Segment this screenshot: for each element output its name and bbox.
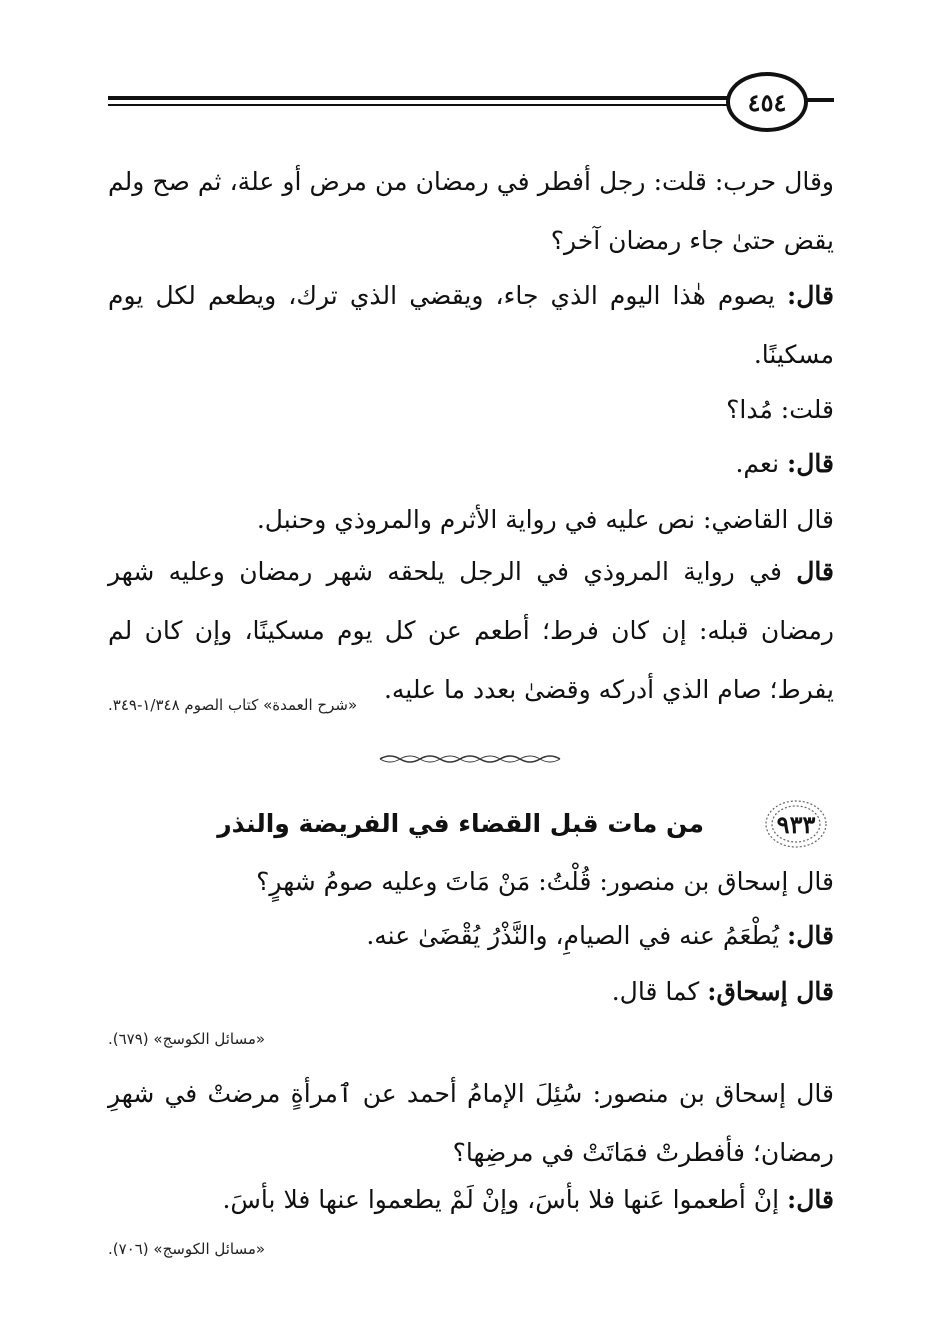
answer-label: قال إسحاق: bbox=[707, 977, 834, 1006]
answer-label: قال: bbox=[787, 921, 834, 950]
page-number: ٤٥٤ bbox=[726, 72, 808, 132]
header-rule bbox=[108, 96, 736, 112]
answer-text: في رواية المروذي في الرجل يلحقه شهر رمضان وعليه شهر رمضان قبله: إن كان فرط؛ أطعم عن كل يوم مسكينًا، وإن كان لم يفرط؛ صام الذي أدركه وقضىٰ بعدد ما عليه. bbox=[108, 557, 834, 704]
paragraph-ishaq-question: قال إسحاق بن منصور: قُلْتُ: مَنْ مَاتَ وعليه صومُ شهرٍ؟ bbox=[256, 867, 834, 896]
answer-label: قال bbox=[796, 557, 834, 586]
paragraph-ishaq-answer bbox=[108, 962, 834, 1021]
header-rule-thick bbox=[108, 96, 736, 100]
citation-1: «شرح العمدة» كتاب الصوم ١/٣٤٨-٣٤٩. bbox=[108, 696, 358, 714]
paragraph-answer-3 bbox=[108, 906, 834, 965]
answer-text: يصوم هٰذا اليوم الذي جاء، ويقضي الذي ترك، ويطعم لكل يوم مسكينًا. bbox=[108, 281, 834, 369]
answer-label: قال: bbox=[787, 449, 834, 478]
paragraph-answer-1 bbox=[108, 266, 834, 384]
paragraph-woman-question: قال إسحاق بن منصور: سُئِلَ الإمامُ أحمد عن ٱمرأةٍ مرضتْ في شهرِ رمضان؛ فأفطرتْ فمَاتَتْ في مرضِها؟ bbox=[108, 1079, 834, 1167]
citation-3: «مسائل الكوسج» (٧٠٦). bbox=[108, 1240, 266, 1258]
paragraph-marwadhi bbox=[108, 542, 834, 719]
ornament-divider bbox=[370, 752, 570, 766]
section-number-badge bbox=[764, 798, 828, 850]
header-rule-thin bbox=[108, 104, 736, 106]
paragraph-question-mud: قلت: مُدا؟ bbox=[726, 395, 834, 424]
section-title: من مات قبل القضاء في الفريضة والنذر bbox=[217, 809, 704, 838]
section-heading bbox=[108, 796, 834, 852]
answer-label: قال: bbox=[787, 281, 834, 310]
section-number: ٩٣٣ bbox=[776, 809, 816, 839]
paragraph-answer-2 bbox=[108, 434, 834, 493]
paragraph-answer-4 bbox=[108, 1170, 834, 1229]
answer-text: كما قال. bbox=[611, 977, 708, 1006]
answer-text: نعم. bbox=[735, 449, 788, 478]
answer-text: إنْ أطعموا عَنها فلا بأسَ، وإنْ لَمْ يطعموا عنها فلا بأسَ. bbox=[222, 1185, 788, 1214]
paragraph-harb-question: وقال حرب: قلت: رجل أفطر في رمضان من مرض أو علة، ثم صح ولم يقض حتىٰ جاء رمضان آخر؟ bbox=[108, 167, 834, 255]
paragraph-qadi: قال القاضي: نص عليه في رواية الأثرم والمروذي وحنبل. bbox=[256, 505, 834, 534]
answer-text: يُطْعَمُ عنه في الصيامِ، والنَّذْرُ يُقْضَىٰ عنه. bbox=[366, 921, 788, 950]
citation-2: «مسائل الكوسج» (٦٧٩). bbox=[108, 1030, 266, 1048]
answer-label: قال: bbox=[787, 1185, 834, 1214]
